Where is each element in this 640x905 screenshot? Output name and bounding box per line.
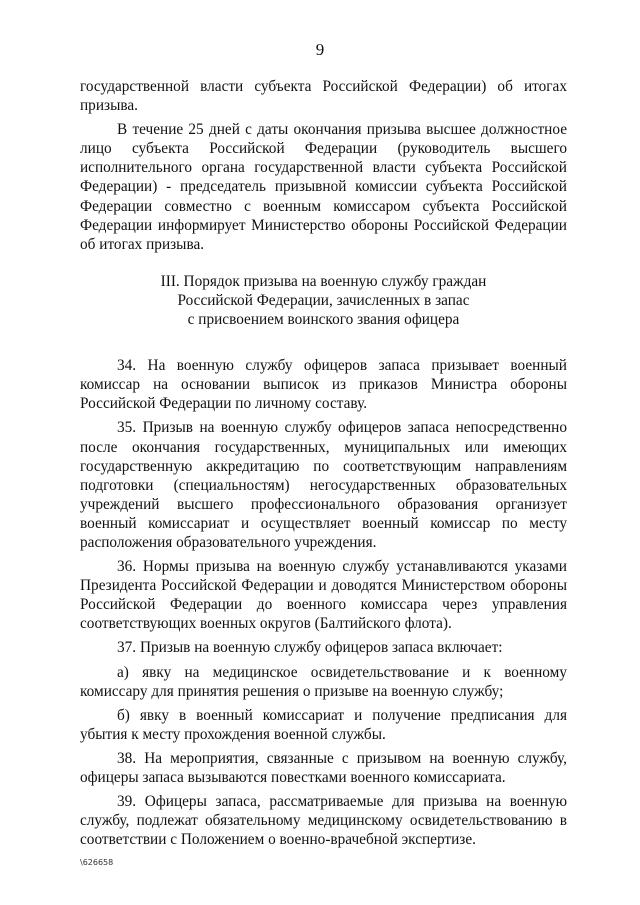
document-body bbox=[80, 77, 567, 854]
section-heading bbox=[80, 272, 567, 329]
paragraph-39: 39. Офицеры запаса, рассматриваемые для призыва на военную службу, подлежат обязательному медицинскому освидетельствованию в соответствии с Положением о военно-врачебной экспертизе. bbox=[80, 793, 567, 849]
paragraph-deadline-report: В течение 25 дней с даты окончания призыва высшее должностное лицо субъекта Российской Федерации (руководитель высшего исполнительного органа государственной власти субъекта Российской Федерации) - председатель призывной комиссии субъекта Российской Федерации совместно с военным комиссаром субъекта Российской Федерации информирует Министерство обороны Российской Федерации об итогах призыва. bbox=[80, 121, 567, 253]
paragraph-continuation: государственной власти субъекта Российской Федерации) об итогах призыва. bbox=[80, 78, 567, 115]
paragraph-35: 35. Призыв на военную службу офицеров запаса непосредственно после окончания государственных, муниципальных или имеющих государственную аккредитацию по соответствующим направлениям подготовки (специальностям) негосударственных образовательных учреждений высшего профессионального образования организует военный комиссариат и осуществляет военный комиссар по месту расположения образовательного учреждения. bbox=[80, 419, 567, 551]
paragraph-37-a: а) явку на медицинское освидетельствование и к военному комиссару для принятия решения о призыве на военную службу; bbox=[80, 663, 567, 700]
paragraph-37-b: б) явку в военный комиссариат и получение предписания для убытия к месту прохождения военной службы. bbox=[80, 706, 567, 743]
section-heading-line: Российской Федерации, зачисленных в запас bbox=[177, 291, 470, 309]
document-code: \626658 bbox=[80, 858, 114, 867]
section-heading-line: с присвоением воинского звания офицера bbox=[187, 311, 460, 329]
paragraph-36: 36. Нормы призыва на военную службу устанавливаются указами Президента Российской Федерации и доводятся Министерством обороны Российской Федерации до военного комиссара через управления соответствующих военных округов (Балтийского флота). bbox=[80, 558, 567, 633]
page-number: 9 bbox=[315, 40, 325, 59]
paragraph-37: 37. Призыв на военную службу офицеров запаса включает: bbox=[117, 639, 503, 657]
section-heading-line: III. Порядок призыва на военную службу граждан bbox=[160, 272, 487, 290]
paragraph-34: 34. На военную службу офицеров запаса призывает военный комиссар на основании выписок из приказов Министра обороны Российской Федерации по личному составу. bbox=[80, 357, 567, 413]
paragraph-38: 38. На мероприятия, связанные с призывом на военную службу, офицеры запаса вызываются повестками военного комиссариата. bbox=[80, 749, 567, 786]
